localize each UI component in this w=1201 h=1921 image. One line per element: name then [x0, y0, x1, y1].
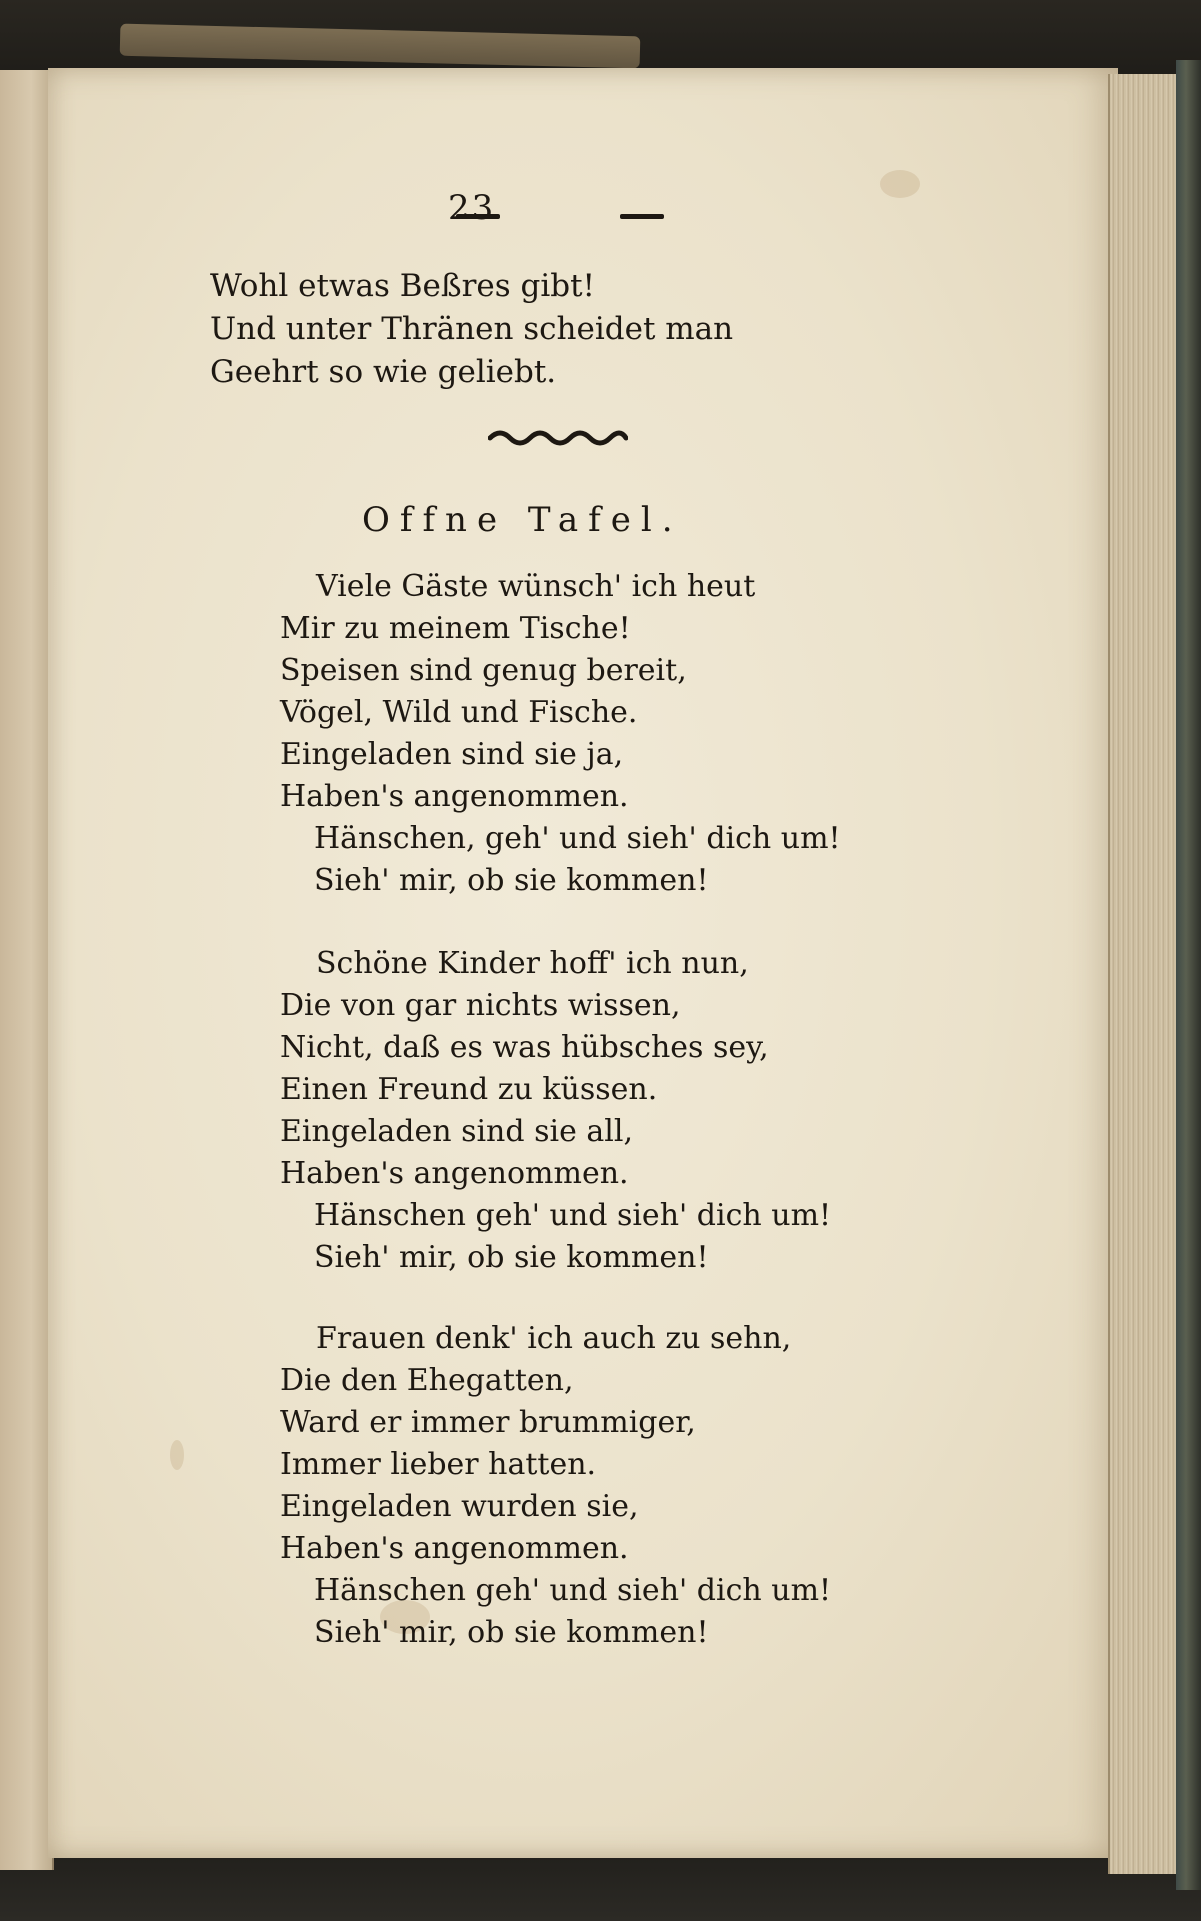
refrain-line: Hänschen, geh' und sieh' dich um! — [314, 821, 841, 856]
wavy-ornament-divider — [488, 426, 628, 448]
binding-tape — [120, 24, 641, 69]
page-number: 23 — [448, 188, 496, 228]
verse-line: Eingeladen sind sie all, — [280, 1114, 634, 1149]
verse-line: Die den Ehegatten, — [280, 1363, 574, 1398]
header-dash-right — [620, 214, 664, 219]
verse-line: Mir zu meinem Tische! — [280, 611, 631, 646]
verse-line: Viele Gäste wünsch' ich heut — [316, 569, 756, 604]
verse-line: Ward er immer brummiger, — [280, 1405, 696, 1440]
stanza-2 — [280, 943, 831, 1279]
verse-line: Haben's angenommen. — [280, 1156, 629, 1191]
verse-line: Haben's angenommen. — [280, 1531, 629, 1566]
verse-line: Vögel, Wild und Fische. — [280, 695, 638, 730]
verse-line: Speisen sind genug bereit, — [280, 653, 687, 688]
facing-page-edge — [0, 70, 54, 1870]
poem-title: Offne Tafel. — [362, 500, 683, 540]
stanza-3 — [280, 1318, 831, 1654]
verse-line: Eingeladen wurden sie, — [280, 1489, 639, 1524]
paper-stain — [880, 170, 920, 198]
verse-line: Schöne Kinder hoff' ich nun, — [316, 946, 749, 981]
verse-line: Nicht, daß es was hübsches sey, — [280, 1030, 769, 1065]
verse-line: Immer lieber hatten. — [280, 1447, 597, 1482]
page-stack-edge — [1108, 74, 1180, 1874]
stanza-1 — [280, 566, 841, 902]
refrain-line: Sieh' mir, ob sie kommen! — [314, 863, 709, 898]
book-binding — [1176, 60, 1201, 1890]
verse-line: Und unter Thränen scheidet man — [210, 311, 734, 347]
verse-line: Haben's angenommen. — [280, 779, 629, 814]
verse-line: Die von gar nichts wissen, — [280, 988, 681, 1023]
verse-line: Einen Freund zu küssen. — [280, 1072, 658, 1107]
refrain-line: Sieh' mir, ob sie kommen! — [314, 1240, 709, 1275]
refrain-line: Hänschen geh' und sieh' dich um! — [314, 1198, 832, 1233]
refrain-line: Sieh' mir, ob sie kommen! — [314, 1615, 709, 1650]
verse-line: Frauen denk' ich auch zu sehn, — [316, 1321, 792, 1356]
paper-stain — [170, 1440, 184, 1470]
verse-line: Wohl etwas Beßres gibt! — [210, 268, 596, 304]
verse-line: Eingeladen sind sie ja, — [280, 737, 624, 772]
verse-line: Geehrt so wie geliebt. — [210, 354, 557, 390]
refrain-line: Hänschen geh' und sieh' dich um! — [314, 1573, 832, 1608]
previous-poem-ending — [210, 265, 733, 394]
